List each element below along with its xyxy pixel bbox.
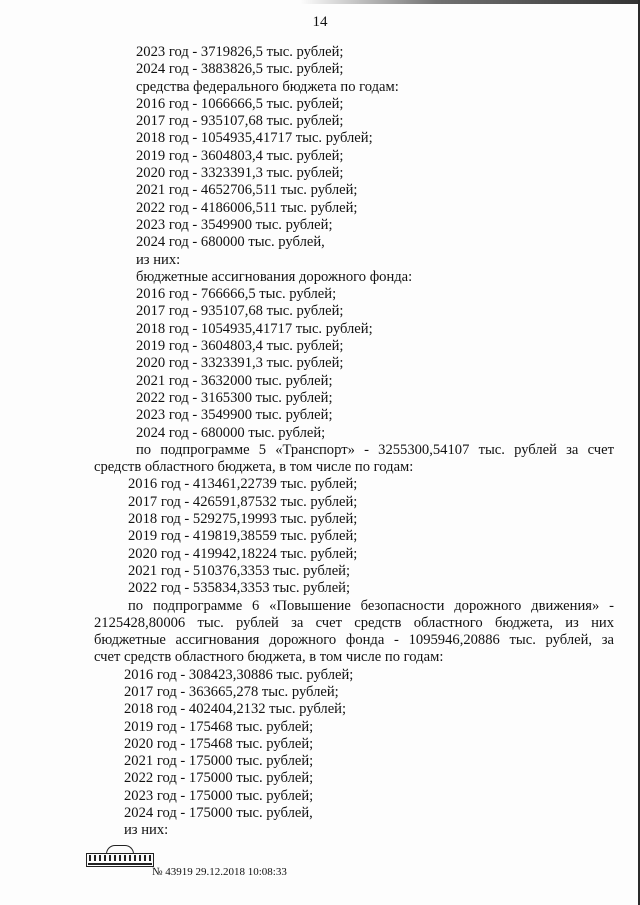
building-stamp-icon: [86, 845, 154, 867]
text-line: средства федерального бюджета по годам:: [136, 78, 399, 95]
paragraph-line: бюджетные ассигнования дорожного фонда - 1095946,20886 тыс. рублей, за: [94, 632, 614, 649]
text-line: 2017 год - 935107,68 тыс. рублей;: [136, 113, 344, 130]
registration-stamp: № 43919 29.12.2018 10:08:33: [152, 866, 287, 878]
text-line: 2019 год - 3604803,4 тыс. рублей;: [136, 338, 344, 355]
text-line: 2022 год - 175000 тыс. рублей;: [124, 770, 314, 787]
text-line: бюджетные ассигнования дорожного фонда:: [136, 268, 413, 285]
text-line: 2022 год - 535834,3353 тыс. рублей;: [128, 580, 351, 597]
text-line: средств областного бюджета, в том числе по годам:: [94, 459, 414, 476]
text-line: 2023 год - 175000 тыс. рублей;: [124, 787, 314, 804]
paragraph-line: по подпрограмме 6 «Повышение безопасности дорожного движения» -: [128, 597, 614, 614]
text-line: 2021 год - 3632000 тыс. рублей;: [136, 372, 333, 389]
text-line: 2019 год - 175468 тыс. рублей;: [124, 718, 314, 735]
paragraph-line: 2125428,80006 тыс. рублей за счет средств областного бюджета, из них: [94, 614, 614, 631]
text-line: 2023 год - 3549900 тыс. рублей;: [136, 216, 333, 233]
text-line: 2018 год - 1054935,41717 тыс. рублей;: [136, 320, 373, 337]
text-line: из них:: [136, 251, 181, 268]
text-line: 2020 год - 175468 тыс. рублей;: [124, 735, 314, 752]
text-line: 2019 год - 419819,38559 тыс. рублей;: [128, 528, 358, 545]
text-line: 2023 год - 3719826,5 тыс. рублей;: [136, 44, 344, 60]
text-line: 2021 год - 510376,3353 тыс. рублей;: [128, 562, 351, 579]
text-line: 2020 год - 3323391,3 тыс. рублей;: [136, 355, 344, 372]
text-line: 2017 год - 935107,68 тыс. рублей;: [136, 303, 344, 320]
text-line: 2016 год - 308423,30886 тыс. рублей;: [124, 666, 354, 683]
text-line: 2016 год - 1066666,5 тыс. рублей;: [136, 95, 344, 112]
text-line: 2021 год - 175000 тыс. рублей;: [124, 753, 314, 770]
text-line: 2024 год - 3883826,5 тыс. рублей;: [136, 61, 344, 78]
text-line: 2017 год - 426591,87532 тыс. рублей;: [128, 493, 358, 510]
text-line: 2020 год - 419942,18224 тыс. рублей;: [128, 545, 358, 562]
text-line: 2022 год - 3165300 тыс. рублей;: [136, 389, 333, 406]
page-number: 14: [312, 14, 328, 30]
text-line: 2018 год - 529275,19993 тыс. рублей;: [128, 511, 358, 528]
document-body: [94, 44, 614, 840]
text-line: 2018 год - 1054935,41717 тыс. рублей;: [136, 130, 373, 147]
text-line: 2022 год - 4186006,511 тыс. рублей;: [136, 199, 358, 216]
text-line: 2017 год - 363665,278 тыс. рублей;: [124, 683, 339, 700]
text-line: 2018 год - 402404,2132 тыс. рублей;: [124, 701, 347, 718]
text-line: счет средств областного бюджета, в том числе по годам:: [94, 649, 444, 666]
text-line: 2020 год - 3323391,3 тыс. рублей;: [136, 165, 344, 182]
text-line: 2024 год - 680000 тыс. рублей;: [136, 424, 326, 441]
text-line: 2019 год - 3604803,4 тыс. рублей;: [136, 147, 344, 164]
text-line: 2016 год - 413461,22739 тыс. рублей;: [128, 476, 358, 493]
text-line: из них:: [124, 822, 169, 839]
text-line: 2024 год - 175000 тыс. рублей,: [124, 805, 313, 822]
scan-edge-top: [300, 0, 640, 4]
text-line: 2024 год - 680000 тыс. рублей,: [136, 234, 325, 251]
paragraph-line: по подпрограмме 5 «Транспорт» - 3255300,54107 тыс. рублей за счет: [136, 441, 614, 458]
text-line: 2016 год - 766666,5 тыс. рублей;: [136, 286, 337, 303]
text-line: 2021 год - 4652706,511 тыс. рублей;: [136, 182, 358, 199]
text-line: 2023 год - 3549900 тыс. рублей;: [136, 407, 333, 424]
